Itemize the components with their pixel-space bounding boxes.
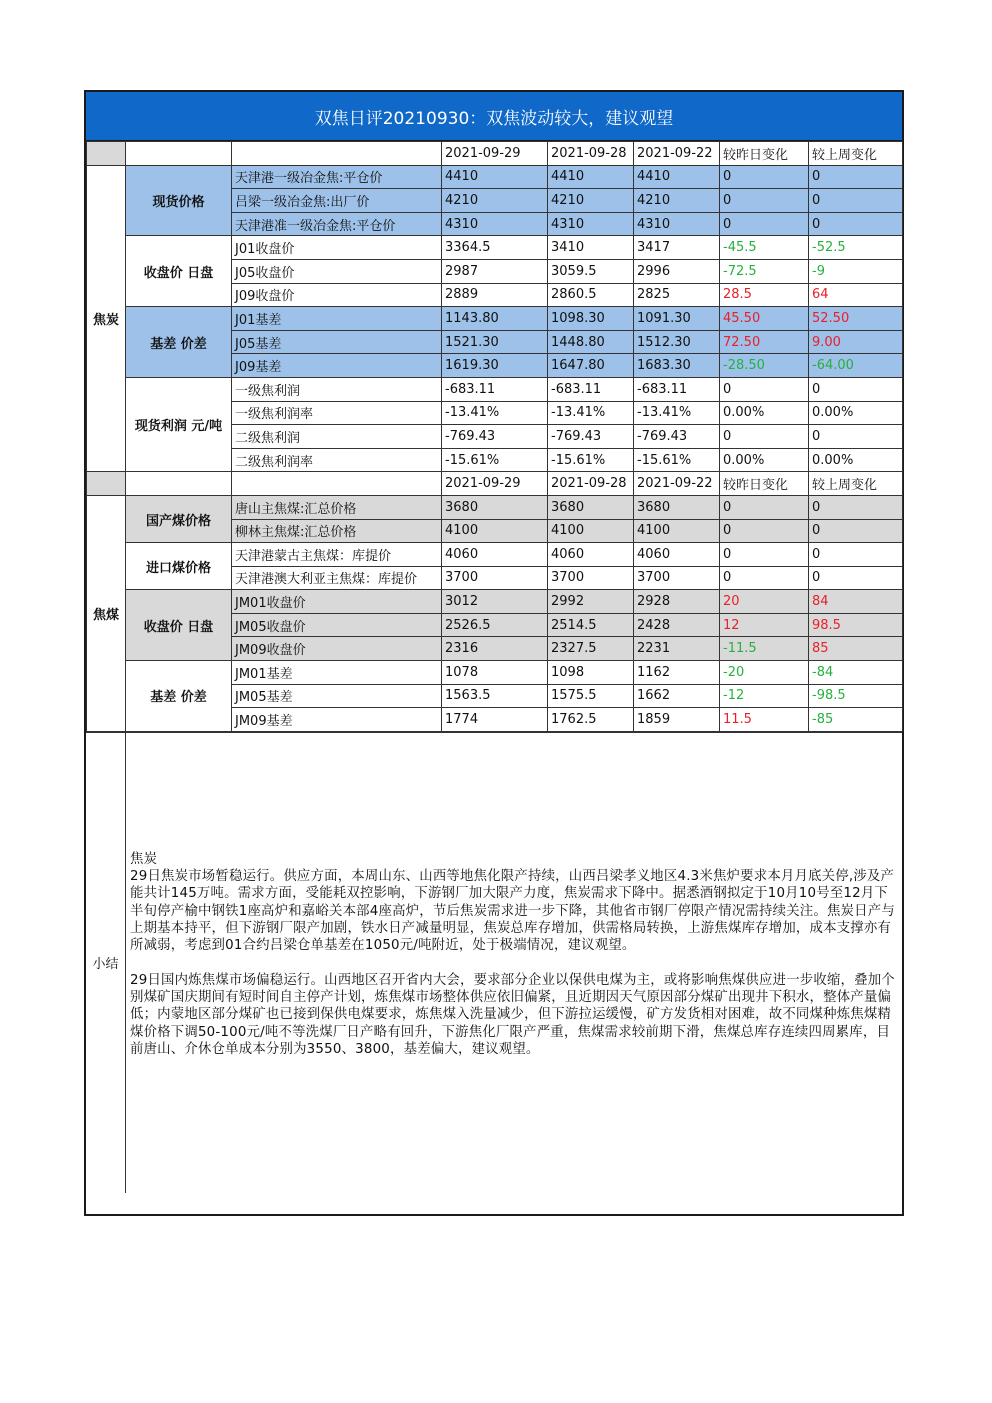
value-cell: 64 [809,283,903,307]
value-cell: 2514.5 [548,613,634,637]
value-cell: 84 [809,590,903,614]
item-name: 柳林主焦煤:汇总价格 [232,519,442,543]
value-cell: 3012 [442,590,548,614]
value-cell: 0 [809,425,903,449]
header-blank [126,472,232,496]
value-cell: 1098 [548,661,634,685]
value-cell: 3700 [442,566,548,590]
section-label: 焦炭 [87,165,126,472]
value-cell: 3680 [442,495,548,519]
group-label: 收盘价 日盘 [126,236,232,307]
value-cell: 4100 [548,519,634,543]
value-cell: 0 [809,566,903,590]
page-title: 双焦日评20210930：双焦波动较大，建议观望 [86,92,902,141]
value-cell: 0 [720,495,809,519]
column-header: 较昨日变化 [720,472,809,496]
item-name: J05基差 [232,330,442,354]
value-cell: 1762.5 [548,708,634,732]
item-name: JM05基差 [232,684,442,708]
value-cell: 4100 [442,519,548,543]
value-cell: -20 [720,661,809,685]
value-cell: 2992 [548,590,634,614]
group-label: 进口煤价格 [126,543,232,590]
value-cell: -84 [809,661,903,685]
item-name: 天津港准一级冶金焦:平仓价 [232,212,442,236]
value-cell: 1098.30 [548,307,634,331]
item-name: JM01收盘价 [232,590,442,614]
value-cell: -64.00 [809,354,903,378]
summary-coke-text: 29日焦炭市场暂稳运行。供应方面，本周山东、山西等地焦化限产持续，山西吕梁孝义地区4.3米焦炉要求本月月底关停,涉及产能共计145万吨。需求方面，受能耗双控影响，下游钢厂加大限产力度，焦炭需求下降中。据悉酒钢拟定于10月10号至12月下半旬停产榆中钢铁1座高炉和嘉峪关本部4座高炉，节后焦炭需求进一步下降，其他省市钢厂停限产情况需持续关注。焦炭日产与上期基本持平，但下游钢厂限产加剧，铁水日产减量明显，焦炭总库存增加，供需格局转换，上游焦煤库存增加，成本支撑亦有所减弱，考虑到01合约吕梁仓单基差在1050元/吨附近，处于极端情况，建议观望。 [130,869,895,954]
group-label: 基差 价差 [126,307,232,378]
value-cell: 0.00% [720,448,809,472]
value-cell: 0 [720,519,809,543]
value-cell: 0.00% [809,448,903,472]
column-header: 2021-09-22 [634,472,720,496]
value-cell: 98.5 [809,613,903,637]
column-header: 2021-09-29 [442,142,548,166]
value-cell: 52.50 [809,307,903,331]
summary-coke-title: 焦炭 [130,851,158,867]
value-cell: 2428 [634,613,720,637]
header-blank [87,142,126,166]
summary-coal-text: 29日国内炼焦煤市场偏稳运行。山西地区召开省内大会，要求部分企业以保供电煤为主，或将影响焦煤供应进一步收缩，叠加个别煤矿国庆期间有短时间自主停产计划，炼焦煤市场整体供应依旧偏紧，且近期因天气原因部分煤矿出现井下积水，整体产量偏低；内蒙地区部分煤矿也已接到保供电煤要求，炼焦煤入洗量减少，但下游拉运缓慢，矿方发货相对困难，故不同煤种炼焦煤精煤价格下调50-100元/吨不等洗煤厂日产略有回升，下游焦化厂限产严重，焦煤需求较前期下滑，焦煤总库存连续四周累库，目前唐山、介休仓单成本分别为3550、3800，基差偏大，建议观望。 [130,972,895,1057]
item-name: 二级焦利润率 [232,448,442,472]
value-cell: 3700 [548,566,634,590]
table-row [87,495,903,519]
group-label: 国产煤价格 [126,495,232,542]
value-cell: 0 [809,189,903,213]
value-cell: 4310 [442,212,548,236]
value-cell: -45.5 [720,236,809,260]
column-header: 2021-09-22 [634,142,720,166]
value-cell: 11.5 [720,708,809,732]
value-cell: -98.5 [809,684,903,708]
column-header: 较上周变化 [809,142,903,166]
item-name: 天津港一级冶金焦:平仓价 [232,165,442,189]
item-name: J09基差 [232,354,442,378]
column-header: 2021-09-28 [548,472,634,496]
value-cell: -12 [720,684,809,708]
value-cell: 45.50 [720,307,809,331]
value-cell: -13.41% [634,401,720,425]
value-cell: 0 [809,495,903,519]
item-name: JM05收盘价 [232,613,442,637]
item-name: 天津港澳大利亚主焦煤：库提价 [232,566,442,590]
column-header: 较上周变化 [809,472,903,496]
value-cell: 2996 [634,259,720,283]
item-name: 一级焦利润 [232,377,442,401]
section-label: 焦煤 [87,495,126,731]
header-row [87,142,903,166]
item-name: J01基差 [232,307,442,331]
value-cell: 4310 [634,212,720,236]
value-cell: 4060 [548,543,634,567]
value-cell: 85 [809,637,903,661]
value-cell: 4210 [634,189,720,213]
value-cell: 4410 [442,165,548,189]
value-cell: 3364.5 [442,236,548,260]
value-cell: 4100 [634,519,720,543]
value-cell: -769.43 [548,425,634,449]
summary-section [86,732,902,1193]
value-cell: 0.00% [809,401,903,425]
value-cell: 2231 [634,637,720,661]
column-header: 2021-09-29 [442,472,548,496]
value-cell: 1683.30 [634,354,720,378]
column-header: 较昨日变化 [720,142,809,166]
item-name: 唐山主焦煤:汇总价格 [232,495,442,519]
value-cell: 1859 [634,708,720,732]
value-cell: 1521.30 [442,330,548,354]
data-table [86,141,903,732]
value-cell: 1619.30 [442,354,548,378]
item-name: 一级焦利润率 [232,401,442,425]
value-cell: 4410 [634,165,720,189]
value-cell: 0.00% [720,401,809,425]
value-cell: 1143.80 [442,307,548,331]
value-cell: 4310 [548,212,634,236]
value-cell: -15.61% [442,448,548,472]
value-cell: 0 [809,212,903,236]
value-cell: 2526.5 [442,613,548,637]
item-name: 二级焦利润 [232,425,442,449]
value-cell: 2928 [634,590,720,614]
value-cell: 3700 [634,566,720,590]
value-cell: -72.5 [720,259,809,283]
group-label: 现货价格 [126,165,232,236]
item-name: J01收盘价 [232,236,442,260]
header-row [87,472,903,496]
value-cell: 4060 [442,543,548,567]
value-cell: 12 [720,613,809,637]
value-cell: -28.50 [720,354,809,378]
item-name: J09收盘价 [232,283,442,307]
value-cell: 4210 [442,189,548,213]
value-cell: 0 [809,519,903,543]
value-cell: 3059.5 [548,259,634,283]
group-label: 现货利润 元/吨 [126,377,232,471]
value-cell: 9.00 [809,330,903,354]
value-cell: 0 [720,189,809,213]
item-name: JM01基差 [232,661,442,685]
table-row [87,377,903,401]
value-cell: 0 [720,165,809,189]
value-cell: -683.11 [548,377,634,401]
report-frame [84,90,904,1216]
item-name: 吕梁一级冶金焦:出厂价 [232,189,442,213]
value-cell: -15.61% [548,448,634,472]
value-cell: 1512.30 [634,330,720,354]
group-label: 基差 价差 [126,661,232,732]
header-blank [232,472,442,496]
value-cell: 0 [809,543,903,567]
value-cell: 0 [720,212,809,236]
value-cell: -85 [809,708,903,732]
value-cell: 4210 [548,189,634,213]
value-cell: 2316 [442,637,548,661]
value-cell: 3417 [634,236,720,260]
value-cell: 2987 [442,259,548,283]
table-row [87,307,903,331]
value-cell: 2825 [634,283,720,307]
value-cell: -769.43 [442,425,548,449]
item-name: 天津港蒙古主焦煤：库提价 [232,543,442,567]
column-header: 2021-09-28 [548,142,634,166]
table-row [87,543,903,567]
value-cell: 1078 [442,661,548,685]
value-cell: 2327.5 [548,637,634,661]
summary-body [126,733,902,1193]
group-label: 收盘价 日盘 [126,590,232,661]
value-cell: 3680 [634,495,720,519]
value-cell: -769.43 [634,425,720,449]
value-cell: 2860.5 [548,283,634,307]
value-cell: 1162 [634,661,720,685]
header-blank [87,472,126,496]
item-name: J05收盘价 [232,259,442,283]
value-cell: -52.5 [809,236,903,260]
table-row [87,236,903,260]
header-blank [232,142,442,166]
value-cell: 2889 [442,283,548,307]
value-cell: 0 [809,165,903,189]
value-cell: -15.61% [634,448,720,472]
value-cell: 0 [720,377,809,401]
value-cell: 1563.5 [442,684,548,708]
value-cell: 0 [809,377,903,401]
value-cell: 3410 [548,236,634,260]
value-cell: 0 [720,543,809,567]
value-cell: -13.41% [442,401,548,425]
value-cell: 0 [720,425,809,449]
item-name: JM09基差 [232,708,442,732]
table-row [87,661,903,685]
value-cell: 0 [720,566,809,590]
value-cell: 1091.30 [634,307,720,331]
summary-label: 小结 [86,733,126,1193]
value-cell: 1575.5 [548,684,634,708]
item-name: JM09收盘价 [232,637,442,661]
value-cell: -683.11 [634,377,720,401]
value-cell: 3680 [548,495,634,519]
table-row [87,590,903,614]
value-cell: 1448.80 [548,330,634,354]
value-cell: -13.41% [548,401,634,425]
value-cell: 4410 [548,165,634,189]
value-cell: -11.5 [720,637,809,661]
value-cell: 1647.80 [548,354,634,378]
value-cell: 1662 [634,684,720,708]
value-cell: 20 [720,590,809,614]
value-cell: -9 [809,259,903,283]
value-cell: 28.5 [720,283,809,307]
value-cell: -683.11 [442,377,548,401]
value-cell: 1774 [442,708,548,732]
value-cell: 72.50 [720,330,809,354]
table-row [87,165,903,189]
header-blank [126,142,232,166]
value-cell: 4060 [634,543,720,567]
